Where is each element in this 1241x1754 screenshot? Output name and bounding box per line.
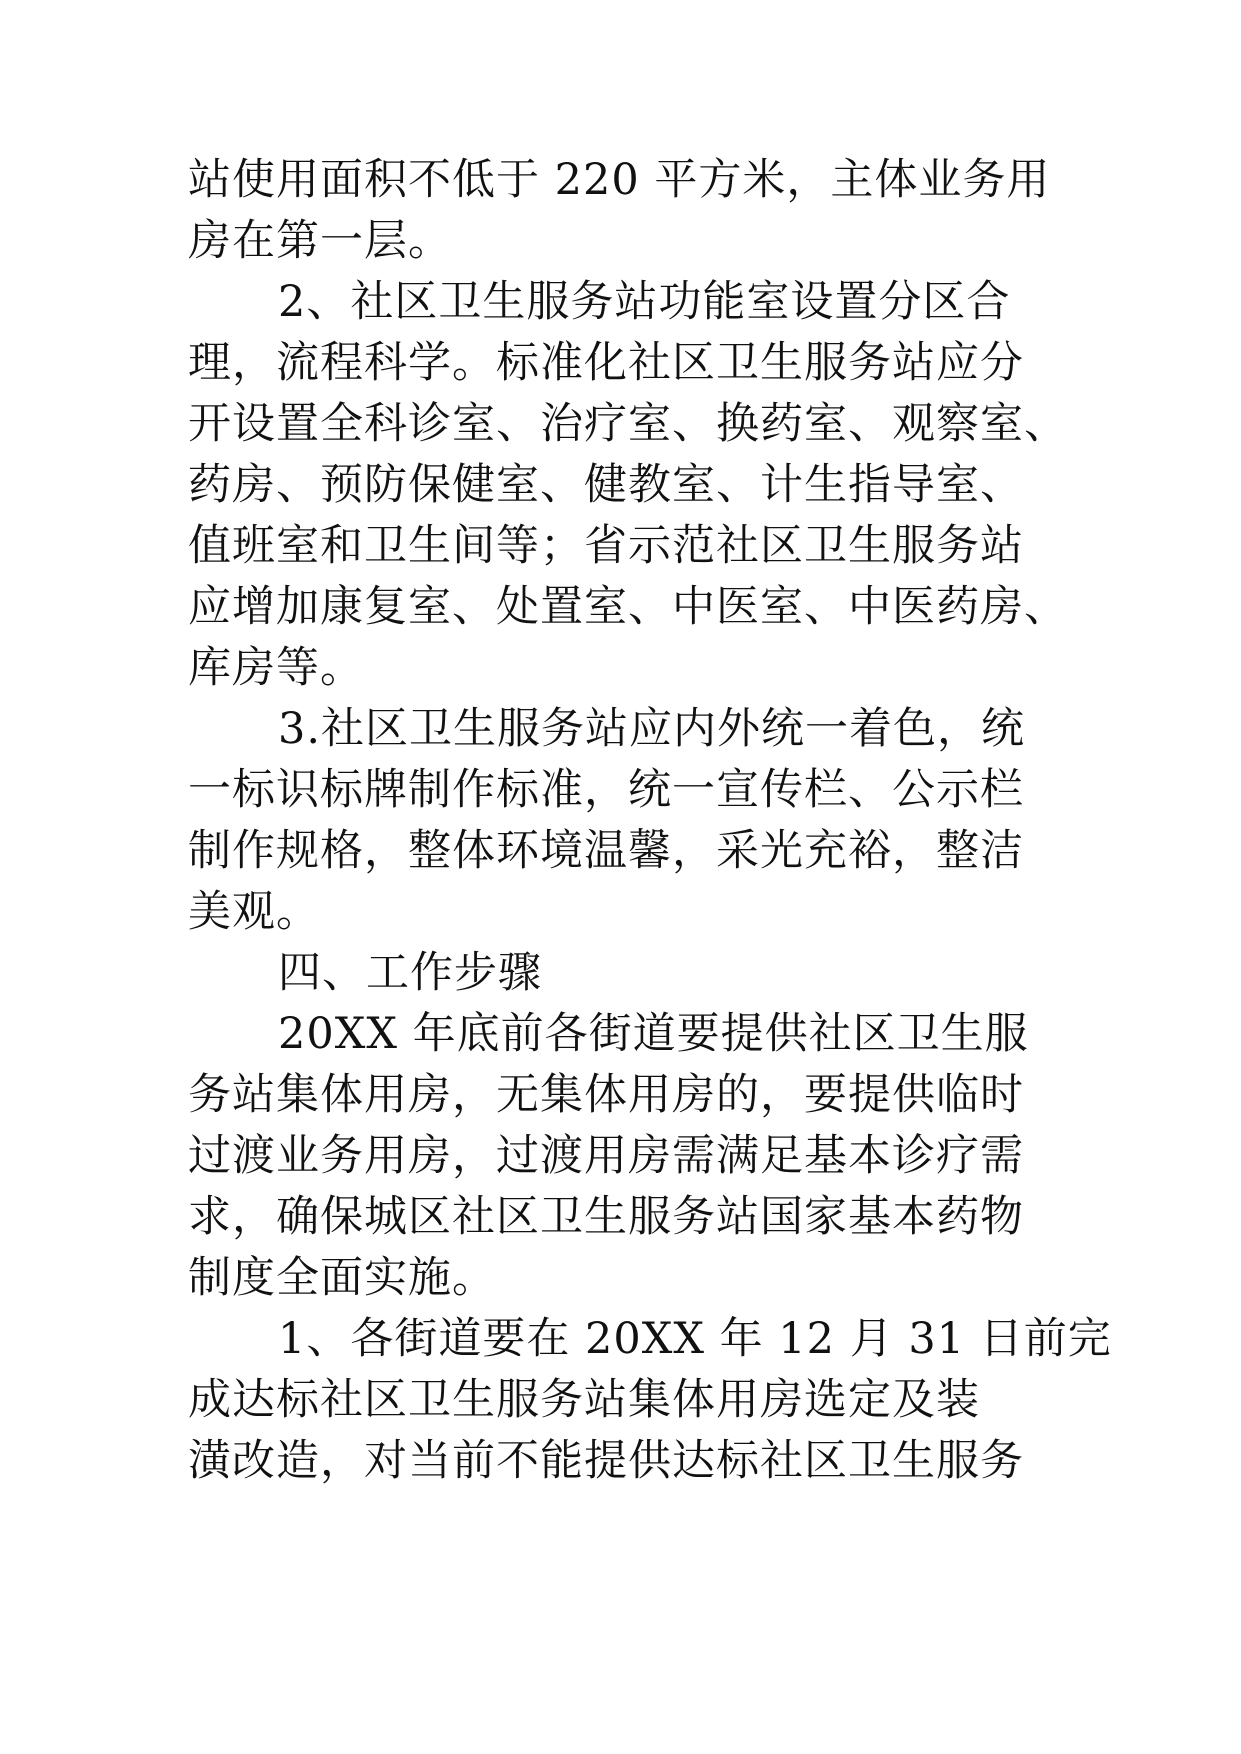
paragraph-start-line: 20XX 年底前各街道要提供社区卫生服 <box>278 1009 1029 1059</box>
text-line: 成达标社区卫生服务站集体用房选定及装 <box>188 1375 980 1425</box>
text-line: 开设置全科诊室、治疗室、换药室、观察室、 <box>188 399 1068 449</box>
document-body <box>188 150 1112 1492</box>
text-line: 潢改造，对当前不能提供达标社区卫生服务 <box>188 1436 1024 1486</box>
text-line: 库房等。 <box>188 643 364 693</box>
text-line: 理，流程科学。标准化社区卫生服务站应分 <box>188 338 1024 388</box>
paragraph-start-line: 3.社区卫生服务站应内外统一着色，统 <box>278 704 1026 754</box>
text-line: 制度全面实施。 <box>188 1253 496 1303</box>
text-line: 求，确保城区社区卫生服务站国家基本药物 <box>188 1192 1024 1242</box>
text-line: 制作规格，整体环境温馨，采光充裕，整洁 <box>188 826 1024 876</box>
text-line: 应增加康复室、处置室、中医室、中医药房、 <box>188 582 1068 632</box>
text-line: 站使用面积不低于 220 平方米，主体业务用 <box>188 155 1051 205</box>
text-line: 值班室和卫生间等；省示范社区卫生服务站 <box>188 521 1024 571</box>
text-line: 一标识标牌制作标准，统一宣传栏、公示栏 <box>188 765 1024 815</box>
text-line: 过渡业务用房，过渡用房需满足基本诊疗需 <box>188 1131 1024 1181</box>
text-line: 房在第一层。 <box>188 216 452 266</box>
text-line: 药房、预防保健室、健教室、计生指导室、 <box>188 460 1024 510</box>
section-heading: 四、工作步骤 <box>278 948 542 998</box>
text-line: 务站集体用房，无集体用房的，要提供临时 <box>188 1070 1024 1120</box>
text-line: 美观。 <box>188 887 320 937</box>
paragraph-start-line: 1、各街道要在 20XX 年 12 月 31 日前完 <box>278 1314 1112 1364</box>
paragraph-start-line: 2、社区卫生服务站功能室设置分区合 <box>278 277 1011 327</box>
